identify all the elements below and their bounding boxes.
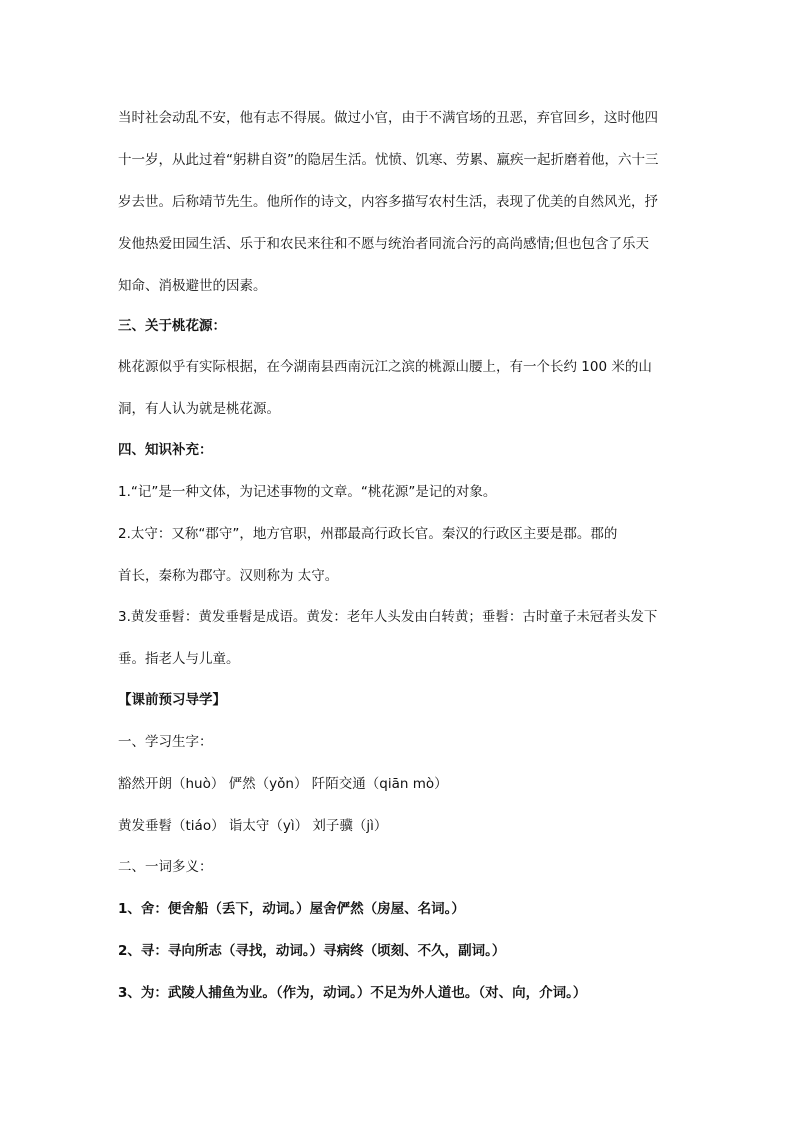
definition-line: 2、寻：寻向所志（寻找，动词。）寻病终（顷刻、不久，副词。） xyxy=(118,943,506,959)
paragraph-line: 发他热爱田园生活、乐于和农民来往和不愿与统治者同流合污的高尚感情;但也包含了乐天 xyxy=(118,236,650,252)
paragraph-line: 垂。指老人与儿童。 xyxy=(118,651,240,667)
paragraph-line: 黄发垂髫（tiáo） 诣太守（yì） 刘子骥（jì） xyxy=(118,818,388,834)
section-heading: 【课前预习导学】 xyxy=(118,692,226,708)
paragraph-line: 当时社会动乱不安，他有志不得展。做过小官，由于不满官场的丑恶，弃官回乡，这时他四 xyxy=(118,110,658,126)
paragraph-line: 首长，秦称为郡守。汉则称为 太守。 xyxy=(118,568,339,584)
paragraph-line: 洞，有人认为就是桃花源。 xyxy=(118,401,280,417)
paragraph-line: 一、学习生字： xyxy=(118,734,213,750)
section-heading: 四、知识补充： xyxy=(118,442,213,458)
paragraph-line: 岁去世。后称靖节先生。他所作的诗文，内容多描写农村生活，表现了优美的自然风光，抒 xyxy=(118,194,658,210)
definition-line: 1、舍：便舍船（丢下，动词。）屋舍俨然（房屋、名词。） xyxy=(118,901,465,917)
paragraph-line: 十一岁，从此过着“躬耕自资”的隐居生活。忧愤、饥寒、劳累、羸疾一起折磨着他，六十三 xyxy=(118,152,659,168)
definition-line: 3、为：武陵人捕鱼为业。（作为，动词。）不足为外人道也。（对、向，介词。） xyxy=(118,985,587,1001)
paragraph-line: 二、一词多义： xyxy=(118,859,213,875)
paragraph-line: 桃花源似乎有实际根据，在今湖南县西南沅江之滨的桃源山腰上，有一个长约 100 米的山 xyxy=(118,359,652,375)
paragraph-line: 1.“记”是一种文体，为记述事物的文章。“桃花源”是记的对象。 xyxy=(118,484,497,500)
paragraph-line: 知命、消极避世的因素。 xyxy=(118,278,267,294)
paragraph-line: 2.太守：又称“郡守”，地方官职，州郡最高行政长官。秦汉的行政区主要是郡。郡的 xyxy=(118,526,618,542)
paragraph-line: 3.黄发垂髫：黄发垂髫是成语。黄发：老年人头发由白转黄；垂髫：古时童子未冠者头发下 xyxy=(118,609,658,625)
paragraph-line: 豁然开朗（huò） 俨然（yǒn） 阡陌交通（qiān mò） xyxy=(118,776,448,792)
section-heading: 三、关于桃花源： xyxy=(118,318,226,334)
